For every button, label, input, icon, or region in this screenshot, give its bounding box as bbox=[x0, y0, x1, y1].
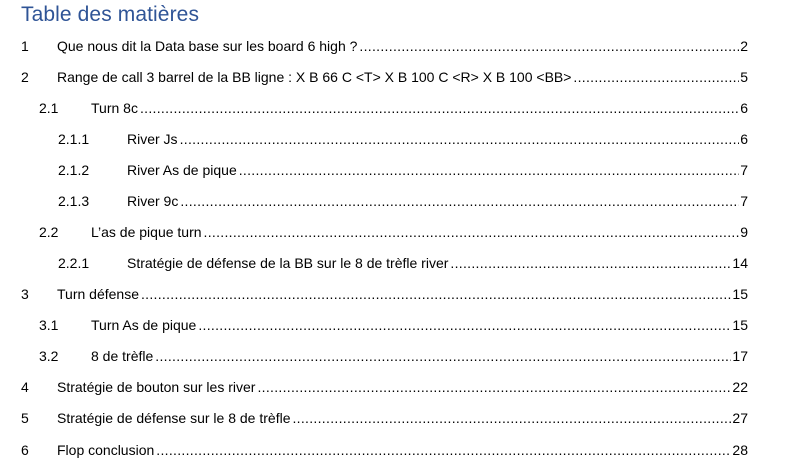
toc-entry-2-1[interactable] bbox=[0, 98, 748, 118]
toc-entry-page-number: 17 bbox=[732, 348, 748, 364]
toc-leader-dots bbox=[257, 377, 731, 397]
toc-entry-number: 6 bbox=[21, 442, 29, 458]
toc-entry-3[interactable] bbox=[0, 284, 748, 304]
toc-entry-number: 2.1.2 bbox=[58, 162, 90, 178]
toc-entry-number: 2.1.1 bbox=[58, 131, 90, 147]
toc-entry-page-number: 14 bbox=[732, 255, 748, 271]
toc-entry-page-number: 15 bbox=[732, 286, 748, 302]
toc-entry-page-number: 6 bbox=[740, 100, 748, 116]
toc-entry-3-1[interactable] bbox=[0, 315, 748, 335]
toc-entry-page-number: 6 bbox=[740, 131, 748, 147]
toc-entry-1[interactable] bbox=[0, 36, 748, 56]
toc-entry-text: 8 de trèfle bbox=[91, 348, 154, 364]
toc-entry-text: Stratégie de défense de la BB sur le 8 de trèfle river bbox=[127, 255, 449, 271]
toc-entry-page-number: 22 bbox=[732, 379, 748, 395]
toc-entry-number: 2.1 bbox=[39, 100, 59, 116]
toc-heading: Table des matières bbox=[21, 3, 200, 26]
toc-entry-text: Turn As de pique bbox=[91, 317, 197, 333]
toc-entry-5[interactable] bbox=[0, 408, 748, 428]
toc-entry-number: 1 bbox=[21, 38, 29, 54]
toc-entry-text: River As de pique bbox=[127, 162, 237, 178]
toc-entry-page-number: 27 bbox=[732, 410, 748, 426]
toc-entry-3-2[interactable] bbox=[0, 346, 748, 366]
toc-entry-text: Turn défense bbox=[57, 286, 139, 302]
toc-entry-page-number: 9 bbox=[740, 224, 748, 240]
toc-entry-number: 2 bbox=[21, 69, 29, 85]
toc-entry-2-2-1[interactable] bbox=[0, 253, 748, 273]
toc-leader-dots bbox=[155, 346, 731, 366]
toc-entry-page-number: 5 bbox=[740, 69, 748, 85]
toc-entry-page-number: 7 bbox=[740, 193, 748, 209]
toc-entry-text: Stratégie de bouton sur les river bbox=[57, 379, 256, 395]
toc-entry-number: 2.1.3 bbox=[58, 193, 90, 209]
toc-leader-dots bbox=[140, 98, 739, 118]
toc-leader-dots bbox=[573, 67, 739, 87]
toc-entry-text: Stratégie de défense sur le 8 de trèfle bbox=[57, 410, 291, 426]
toc-leader-dots bbox=[180, 191, 739, 211]
toc-entry-2[interactable] bbox=[0, 67, 748, 87]
toc-entry-4[interactable] bbox=[0, 377, 748, 397]
toc-entry-2-1-2[interactable] bbox=[0, 160, 748, 180]
toc-entry-2-1-1[interactable] bbox=[0, 129, 748, 149]
toc-leader-dots bbox=[198, 315, 731, 335]
toc-entry-page-number: 7 bbox=[740, 162, 748, 178]
toc-entry-page-number: 28 bbox=[732, 442, 748, 458]
toc-entry-number: 2.2.1 bbox=[58, 255, 90, 271]
toc-leader-dots bbox=[450, 253, 731, 273]
toc-entry-page-number: 2 bbox=[740, 38, 748, 54]
toc-entry-6[interactable] bbox=[0, 440, 748, 460]
toc-entry-number: 5 bbox=[21, 410, 29, 426]
toc-leader-dots bbox=[141, 284, 731, 304]
toc-entry-text: Flop conclusion bbox=[57, 442, 155, 458]
toc-entry-number: 4 bbox=[21, 379, 29, 395]
toc-leader-dots bbox=[156, 440, 731, 460]
toc-leader-dots bbox=[204, 222, 740, 242]
toc-entry-text: Que nous dit la Data base sur les board 6 high ? bbox=[57, 38, 358, 54]
toc-entry-2-1-3[interactable] bbox=[0, 191, 748, 211]
toc-entry-number: 3.1 bbox=[39, 317, 59, 333]
toc-leader-dots bbox=[239, 160, 739, 180]
toc-entry-text: River Js bbox=[127, 131, 178, 147]
toc-entry-number: 2.2 bbox=[39, 224, 59, 240]
toc-entry-text: Turn 8c bbox=[91, 100, 138, 116]
toc-entry-text: River 9c bbox=[127, 193, 179, 209]
toc-leader-dots bbox=[292, 408, 731, 428]
toc-entry-text: L’as de pique turn bbox=[91, 224, 202, 240]
toc-entry-number: 3 bbox=[21, 286, 29, 302]
toc-entry-text: Range de call 3 barrel de la BB ligne : X B 66 C <T> X B 100 C <R> X B 100 <BB> bbox=[57, 69, 572, 85]
toc-entry-2-2[interactable] bbox=[0, 222, 748, 242]
toc-entry-page-number: 15 bbox=[732, 317, 748, 333]
toc-leader-dots bbox=[359, 36, 739, 56]
toc-entry-number: 3.2 bbox=[39, 348, 59, 364]
toc-leader-dots bbox=[180, 129, 740, 149]
